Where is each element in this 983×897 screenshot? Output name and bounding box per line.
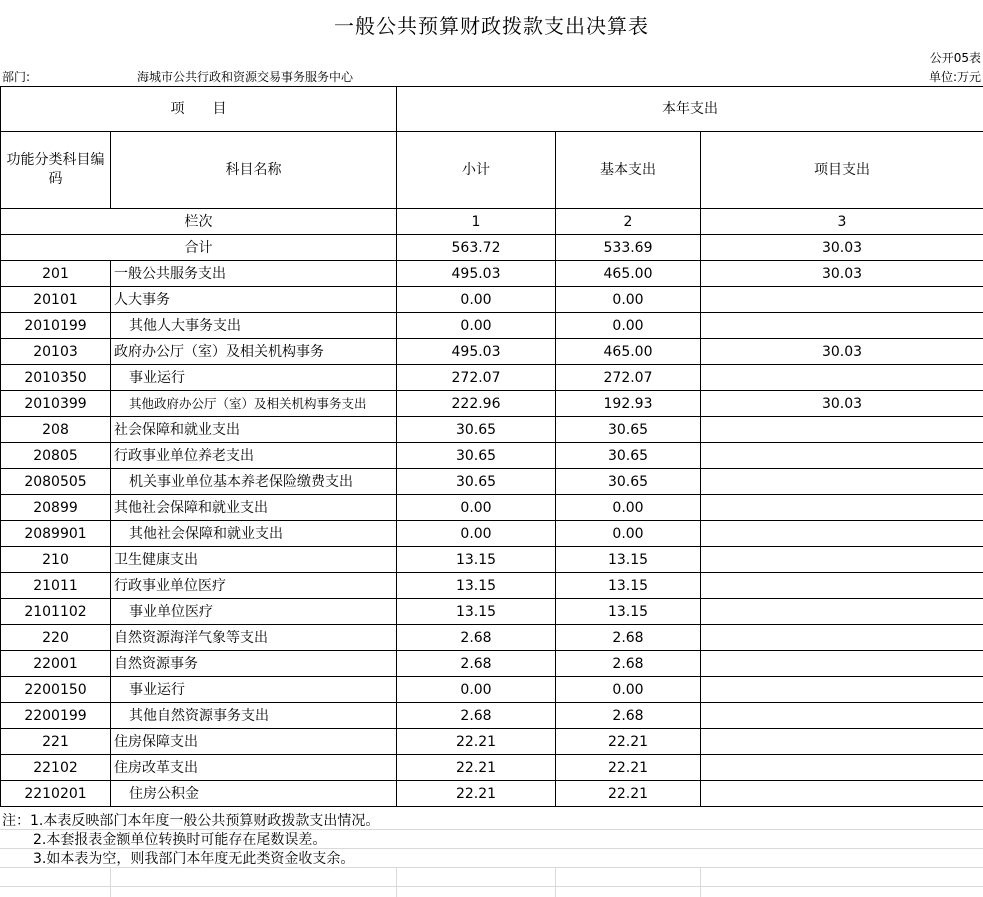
row-basic: 0.00	[556, 495, 701, 521]
row-name: 一般公共服务支出	[111, 261, 397, 287]
table-row	[1, 651, 983, 677]
row-basic: 2.68	[556, 703, 701, 729]
row-code: 220	[1, 625, 111, 651]
row-basic: 22.21	[556, 755, 701, 781]
unit-label: 单位:万元	[928, 70, 981, 84]
row-code: 2010350	[1, 365, 111, 391]
table-row	[1, 261, 983, 287]
row-basic: 0.00	[556, 313, 701, 339]
row-project: 30.03	[701, 339, 983, 365]
row-project	[701, 469, 983, 495]
expenditure-table	[0, 86, 983, 807]
row-project	[701, 755, 983, 781]
row-basic: 30.65	[556, 469, 701, 495]
row-code: 2089901	[1, 521, 111, 547]
table-row	[1, 365, 983, 391]
row-name: 住房保障支出	[111, 729, 397, 755]
table-row	[1, 313, 983, 339]
row-basic: 13.15	[556, 573, 701, 599]
table-row	[1, 443, 983, 469]
row-code: 20103	[1, 339, 111, 365]
total-label: 合计	[1, 235, 397, 261]
header-subtotal: 小计	[397, 132, 556, 209]
row-code: 2210201	[1, 781, 111, 807]
row-subtotal: 0.00	[397, 313, 556, 339]
row-code: 2200150	[1, 677, 111, 703]
row-project	[701, 573, 983, 599]
row-subtotal: 22.21	[397, 781, 556, 807]
row-subtotal: 0.00	[397, 677, 556, 703]
table-row	[1, 469, 983, 495]
row-name: 事业运行	[111, 365, 397, 391]
header-basic: 基本支出	[556, 132, 701, 209]
row-project	[701, 287, 983, 313]
row-project	[701, 443, 983, 469]
table-row	[1, 677, 983, 703]
row-basic: 465.00	[556, 339, 701, 365]
header-code: 功能分类科目编码	[1, 132, 111, 209]
row-subtotal: 30.65	[397, 417, 556, 443]
row-name: 事业运行	[111, 677, 397, 703]
column-index-1: 1	[397, 209, 556, 235]
row-code: 210	[1, 547, 111, 573]
row-subtotal: 13.15	[397, 547, 556, 573]
row-subtotal: 495.03	[397, 261, 556, 287]
row-project: 30.03	[701, 391, 983, 417]
row-basic: 192.93	[556, 391, 701, 417]
row-code: 21011	[1, 573, 111, 599]
footnotes	[2, 812, 379, 869]
row-name: 自然资源事务	[111, 651, 397, 677]
row-project	[701, 495, 983, 521]
row-code: 2010399	[1, 391, 111, 417]
table-row	[1, 391, 983, 417]
row-subtotal: 495.03	[397, 339, 556, 365]
row-basic: 2.68	[556, 625, 701, 651]
row-code: 2200199	[1, 703, 111, 729]
row-subtotal: 22.21	[397, 729, 556, 755]
row-code: 22001	[1, 651, 111, 677]
row-subtotal: 2.68	[397, 625, 556, 651]
row-code: 22102	[1, 755, 111, 781]
row-name: 其他人大事务支出	[111, 313, 397, 339]
header-current-year: 本年支出	[397, 87, 983, 132]
row-name: 卫生健康支出	[111, 547, 397, 573]
row-project	[701, 781, 983, 807]
table-row	[1, 729, 983, 755]
table-row	[1, 495, 983, 521]
table-row	[1, 703, 983, 729]
row-project	[701, 729, 983, 755]
row-subtotal: 13.15	[397, 573, 556, 599]
row-project	[701, 417, 983, 443]
row-name: 事业单位医疗	[111, 599, 397, 625]
table-row	[1, 521, 983, 547]
row-project	[701, 651, 983, 677]
column-index-2: 2	[556, 209, 701, 235]
row-subtotal: 0.00	[397, 495, 556, 521]
department-name: 海城市公共行政和资源交易事务服务中心	[137, 70, 354, 84]
total-row	[1, 235, 983, 261]
row-basic: 30.65	[556, 417, 701, 443]
row-project	[701, 625, 983, 651]
form-code: 公开05表	[929, 51, 981, 65]
row-project	[701, 365, 983, 391]
row-code: 208	[1, 417, 111, 443]
row-basic: 0.00	[556, 521, 701, 547]
table-row	[1, 339, 983, 365]
row-name: 其他社会保障和就业支出	[111, 495, 397, 521]
footnote-2: 2.本套报表金额单位转换时可能存在尾数误差。	[33, 832, 327, 848]
row-name: 其他社会保障和就业支出	[111, 521, 397, 547]
row-project	[701, 677, 983, 703]
row-project	[701, 547, 983, 573]
column-index-3: 3	[701, 209, 983, 235]
table-row	[1, 547, 983, 573]
row-code: 2080505	[1, 469, 111, 495]
row-subtotal: 30.65	[397, 469, 556, 495]
row-code: 20101	[1, 287, 111, 313]
row-name: 机关事业单位基本养老保险缴费支出	[111, 469, 397, 495]
row-name: 行政事业单位医疗	[111, 573, 397, 599]
table-row	[1, 625, 983, 651]
table-row	[1, 755, 983, 781]
row-basic: 30.65	[556, 443, 701, 469]
row-subtotal: 0.00	[397, 521, 556, 547]
header-name: 科目名称	[111, 132, 397, 209]
row-basic: 13.15	[556, 547, 701, 573]
row-project	[701, 599, 983, 625]
row-name: 其他政府办公厅（室）及相关机构事务支出	[111, 391, 397, 417]
row-code: 20805	[1, 443, 111, 469]
row-subtotal: 30.65	[397, 443, 556, 469]
row-basic: 0.00	[556, 287, 701, 313]
row-subtotal: 272.07	[397, 365, 556, 391]
row-code: 221	[1, 729, 111, 755]
row-basic: 22.21	[556, 729, 701, 755]
row-project	[701, 313, 983, 339]
column-index-row	[1, 209, 983, 235]
total-subtotal: 563.72	[397, 235, 556, 261]
row-project: 30.03	[701, 261, 983, 287]
row-name: 社会保障和就业支出	[111, 417, 397, 443]
row-code: 2010199	[1, 313, 111, 339]
table-row	[1, 599, 983, 625]
header-row-2	[1, 132, 983, 209]
row-basic: 465.00	[556, 261, 701, 287]
row-subtotal: 222.96	[397, 391, 556, 417]
row-subtotal: 13.15	[397, 599, 556, 625]
row-code: 2101102	[1, 599, 111, 625]
total-project: 30.03	[701, 235, 983, 261]
row-name: 人大事务	[111, 287, 397, 313]
row-subtotal: 2.68	[397, 651, 556, 677]
row-basic: 13.15	[556, 599, 701, 625]
total-basic: 533.69	[556, 235, 701, 261]
column-index-label: 栏次	[1, 209, 397, 235]
row-project	[701, 521, 983, 547]
row-name: 行政事业单位养老支出	[111, 443, 397, 469]
row-name: 自然资源海洋气象等支出	[111, 625, 397, 651]
row-subtotal: 0.00	[397, 287, 556, 313]
header-row-1	[1, 87, 983, 132]
row-name: 住房公积金	[111, 781, 397, 807]
department-label: 部门:	[2, 70, 31, 84]
row-name: 住房改革支出	[111, 755, 397, 781]
table-row	[1, 287, 983, 313]
row-basic: 272.07	[556, 365, 701, 391]
row-subtotal: 2.68	[397, 703, 556, 729]
footnote-1: 注：1.本表反映部门本年度一般公共预算财政拨款支出情况。	[2, 813, 380, 829]
table-row	[1, 781, 983, 807]
report-title: 一般公共预算财政拨款支出决算表	[334, 14, 649, 38]
row-subtotal: 22.21	[397, 755, 556, 781]
row-code: 20899	[1, 495, 111, 521]
row-name: 政府办公厅（室）及相关机构事务	[111, 339, 397, 365]
header-project: 项目支出	[701, 132, 983, 209]
table-row	[1, 573, 983, 599]
row-name: 其他自然资源事务支出	[111, 703, 397, 729]
row-basic: 0.00	[556, 677, 701, 703]
row-code: 201	[1, 261, 111, 287]
footnote-3: 3.如本表为空，则我部门本年度无此类资金收支余。	[33, 851, 355, 867]
header-item: 项 目	[1, 87, 397, 132]
row-basic: 22.21	[556, 781, 701, 807]
row-basic: 2.68	[556, 651, 701, 677]
row-project	[701, 703, 983, 729]
table-row	[1, 417, 983, 443]
